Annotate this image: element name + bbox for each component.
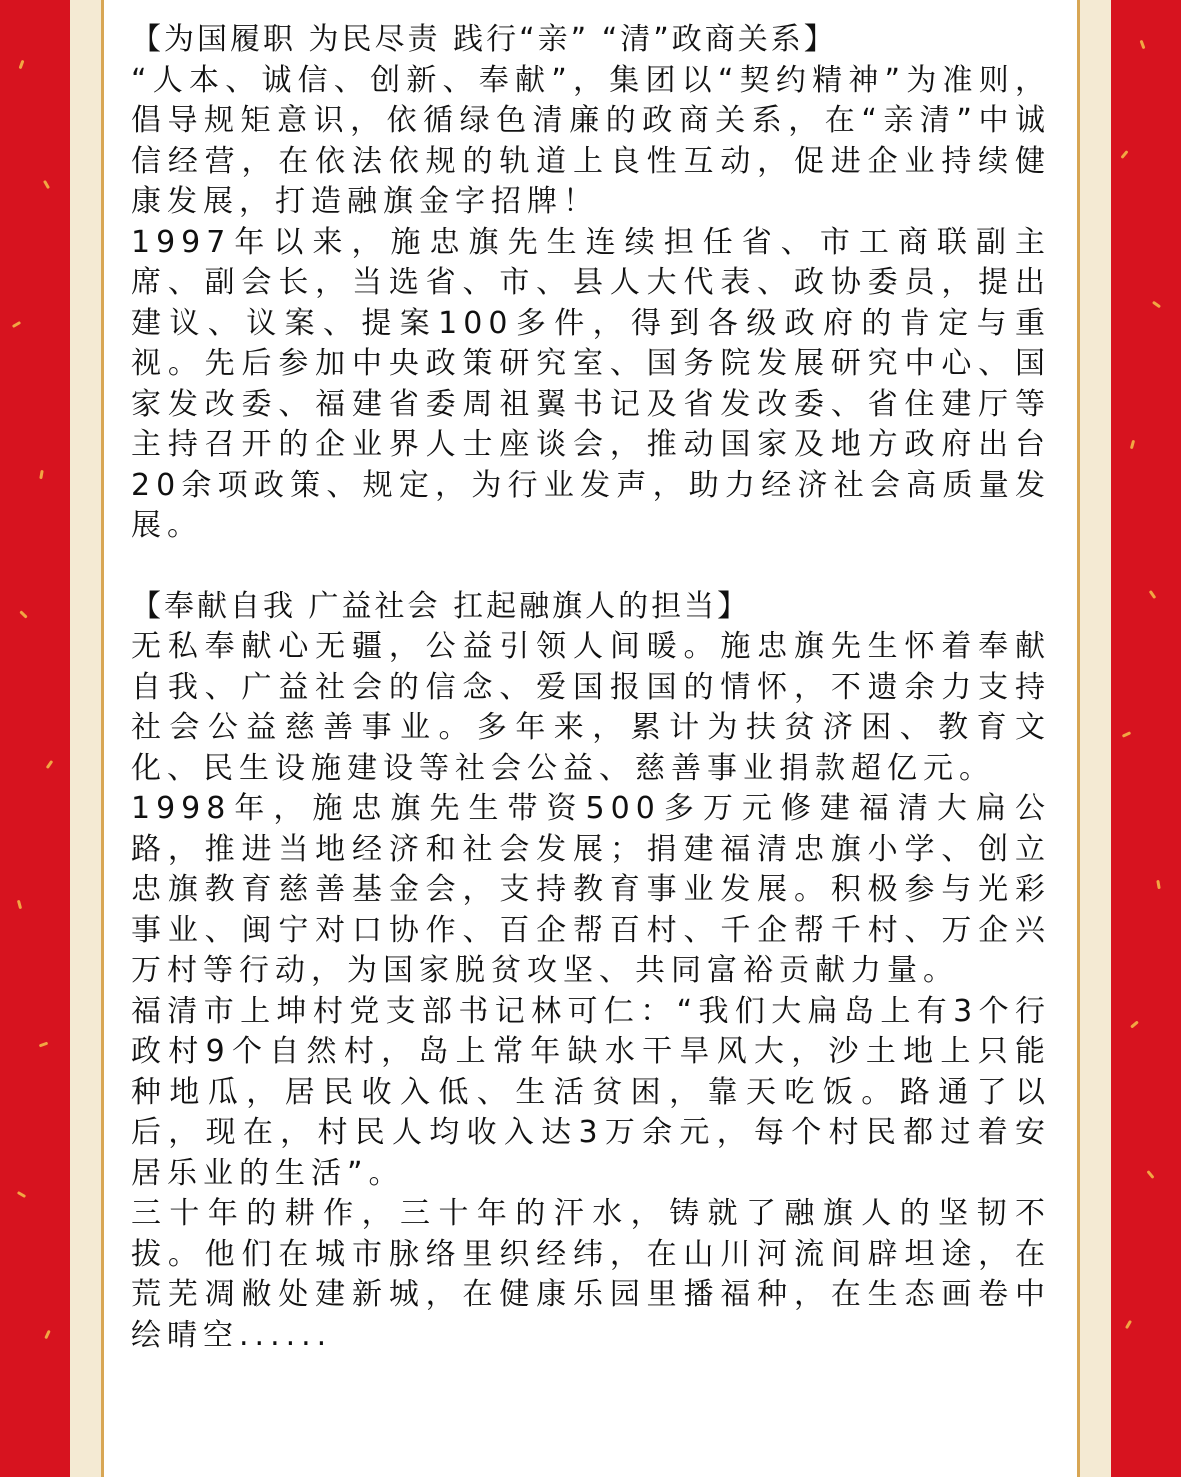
article-content: [131, 20, 1051, 1356]
right-cream-strip: [1078, 0, 1111, 1477]
paragraph: 1998年，施忠旗先生带资500多万元修建福清大扁公路，推进当地经济和社会发展；捐建福清忠旗小学、创立忠旗教育慈善基金会，支持教育事业发展。积极参与光彩事业、闽宁对口协作、百企帮百村、千企帮千村、万企兴万村等行动，为国家脱贫攻坚、共同富裕贡献力量。: [131, 791, 1051, 988]
section-heading: 【奉献自我 广益社会 扛起融旗人的担当】: [131, 588, 751, 624]
section-duty: [131, 20, 1051, 547]
right-gold-rule: [1077, 0, 1080, 1477]
right-red-border: [1111, 0, 1181, 1477]
section-charity: [131, 587, 1051, 1357]
paragraph: 福清市上坤村党支部书记林可仁：“我们大扁岛上有3个行政村9个自然村，岛上常年缺水干旱风大，沙土地上只能种地瓜，居民收入低、生活贫困，靠天吃饭。路通了以后，现在，村民人均收入达3万余元，每个村民都过着安居乐业的生活”。: [131, 993, 1051, 1191]
paragraph: 无私奉献心无疆，公益引领人间暖。施忠旗先生怀着奉献自我、广益社会的信念、爱国报国的情怀，不遗余力支持社会公益慈善事业。多年来，累计为扶贫济困、教育文化、民生设施建设等社会公益、慈善事业捐款超亿元。: [131, 629, 1051, 786]
paragraph: “人本、诚信、创新、奉献”，集团以“契约精神”为准则，倡导规矩意识，依循绿色清廉的政商关系，在“亲清”中诚信经营，在依法依规的轨道上良性互动，促进企业持续健康发展，打造融旗金字招牌！: [131, 62, 1051, 219]
paragraph: 1997年以来，施忠旗先生连续担任省、市工商联副主席、副会长，当选省、市、县人大代表、政协委员，提出建议、议案、提案100多件，得到各级政府的肯定与重视。先后参加中央政策研究室、国务院发展研究中心、国家发改委、福建省委周祖翼书记及省发改委、省住建厅等主持召开的企业界人士座谈会，推动国家及地方政府出台20余项政策、规定，为行业发声，助力经济社会高质量发展。: [131, 224, 1051, 543]
section-heading: 【为国履职 为民尽责 践行“亲” “清”政商关系】: [131, 22, 837, 57]
section-spacer: [131, 547, 1051, 587]
paragraph: 三十年的耕作，三十年的汗水，铸就了融旗人的坚韧不拔。他们在城市脉络里织经纬，在山川河流间辟坦途，在荒芜凋敝处建新城，在健康乐园里播福种，在生态画卷中绘晴空......: [131, 1196, 1051, 1353]
left-cream-strip: [70, 0, 103, 1477]
left-red-border: [0, 0, 70, 1477]
